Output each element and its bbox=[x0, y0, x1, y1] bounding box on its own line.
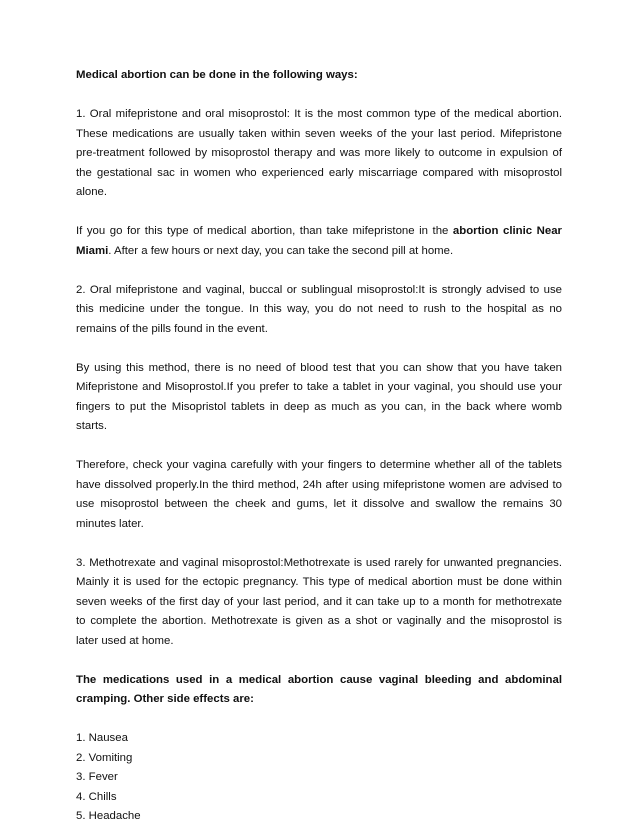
paragraph-clinic bbox=[76, 222, 562, 261]
paragraph-clinic-text-after: . After a few hours or next day, you can take the second pill at home. bbox=[108, 244, 454, 257]
clinic-name-bold: abortion clinic Near Miami bbox=[76, 225, 562, 257]
paragraph-method-1: 1. Oral mifepristone and oral misoprostol: It is the most common type of the medical abortion. These medications are usually taken within seven weeks of the your last period. Mifepristone pre-treatment followed by misoprostol therapy and was more likely to outcome in expulsion of the gestational sac in women who experienced early miscarriage compared with misoprostol alone. bbox=[76, 108, 562, 198]
list-item: 3. Fever bbox=[76, 771, 118, 783]
paragraph-clinic-text-before: If you go for this type of medical abortion, than take mifepristone in the bbox=[76, 225, 453, 237]
paragraph-method-2: 2. Oral mifepristone and vaginal, buccal or sublingual misoprostol:It is strongly advised to use this medicine under the tongue. In this way, you do not need to rush to the hospital as no remains of the pills found in the event. bbox=[76, 283, 562, 335]
list-item: 5. Headache bbox=[76, 810, 141, 822]
paragraph-method-3: 3. Methotrexate and vaginal misoprostol:Methotrexate is used rarely for unwanted pregnancies. Mainly it is used for the ectopic pregnancy. This type of medical abortion must be done within seven weeks of the first day of your last period, and it can take up to a month for methotrexate to complete the abortion. Methotrexate is given as a shot or vaginally and the misoprostol is later used at home. bbox=[76, 556, 562, 647]
page-heading: Medical abortion can be done in the following ways: bbox=[76, 69, 358, 81]
paragraph-check: Therefore, check your vagina carefully with your fingers to determine whether all of the tablets have dissolved properly.In the third method, 24h after using mifepristone women are advised to use misoprostol between the cheek and gums, let it dissolve and swallow the remains 30 minutes later. bbox=[76, 459, 562, 530]
side-effects-heading: The medications used in a medical abortion cause vaginal bleeding and abdominal cramping. Other side effects are: bbox=[76, 673, 562, 705]
list-item: 1. Nausea bbox=[76, 732, 128, 744]
list-item: 4. Chills bbox=[76, 790, 117, 803]
paragraph-blood-test: By using this method, there is no need of blood test that you can show that you have taken Mifepristone and Misoprostol.If you prefer to take a tablet in your vaginal, you should use your fingers to put the Misopristol tablets in deep as much as you can, in the back where womb starts. bbox=[76, 361, 562, 432]
list-item: 2. Vomiting bbox=[76, 751, 133, 764]
side-effects-list bbox=[76, 729, 562, 827]
document-page bbox=[76, 66, 562, 827]
